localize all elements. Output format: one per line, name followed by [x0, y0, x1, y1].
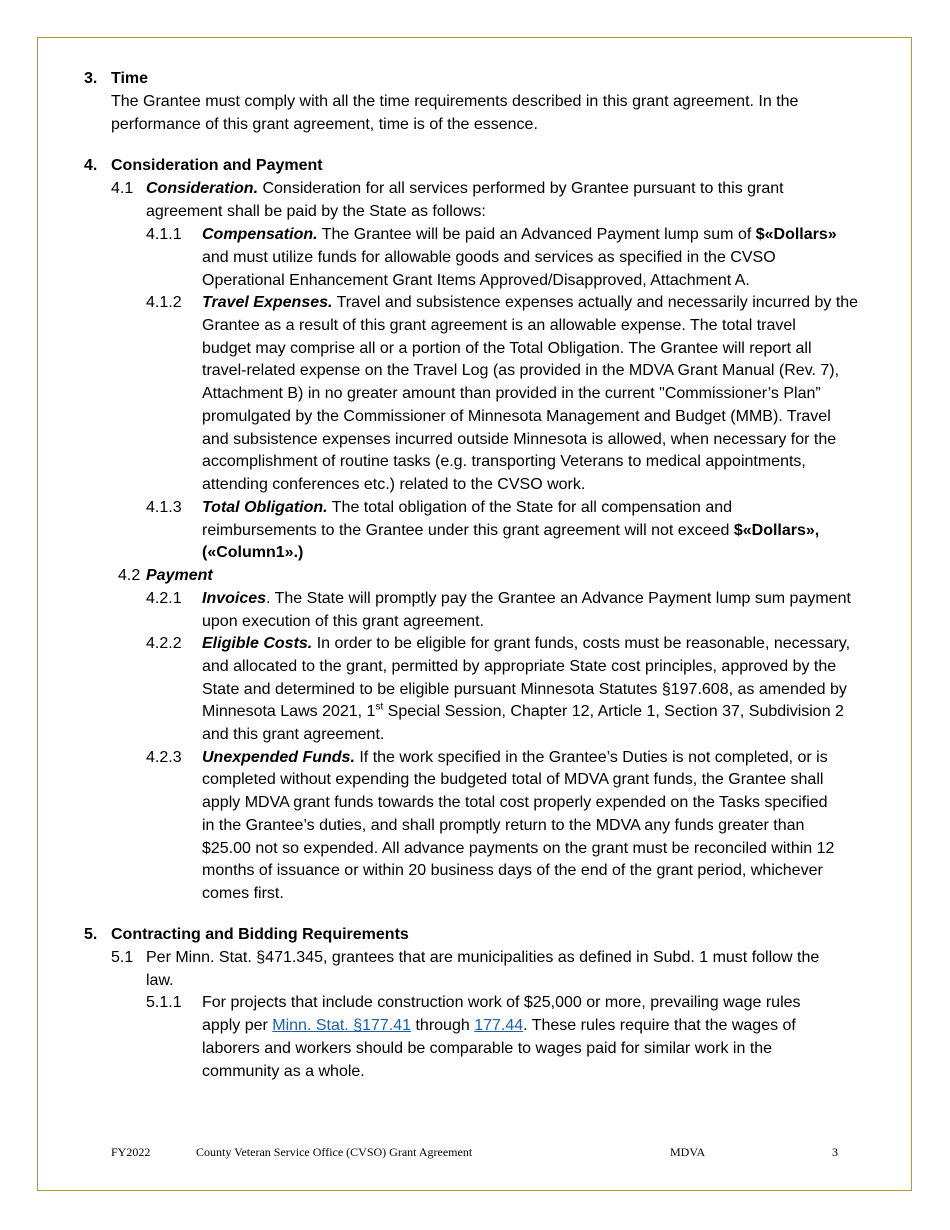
paragraph-text: apply per — [202, 1017, 273, 1034]
section-heading: Consideration and Payment — [111, 157, 323, 174]
paragraph-line: laborers and workers should be comparable to wages paid for similar work in the — [202, 1040, 773, 1057]
section-heading: Contracting and Bidding Requirements — [111, 926, 409, 943]
paragraph-line: Attachment B) in no greater amount than provided in the current "Commissioner’s Plan” — [202, 385, 821, 402]
paragraph-line: and must utilize funds for allowable goods and services as specified in the CVSO — [202, 249, 776, 266]
paragraph-line — [202, 1014, 796, 1037]
paragraph-line: completed without expending the budgeted total of MDVA grant funds, the Grantee shall — [202, 771, 824, 788]
paragraph-line: and allocated to the grant, permitted by appropriate State cost principles, approved by the — [202, 658, 837, 675]
clause-number: 5.1.1 — [146, 994, 182, 1011]
paragraph-text: Minnesota Laws 2021, 1 — [202, 703, 376, 720]
paragraph-line — [202, 746, 828, 769]
clause-heading: Travel Expenses. — [202, 294, 333, 311]
clause-heading: Unexpended Funds. — [202, 749, 355, 766]
paragraph-line: and this grant agreement. — [202, 726, 385, 743]
paragraph-text: . These rules require that the wages of — [523, 1017, 796, 1034]
paragraph-text: Travel and subsistence expenses actually and necessarily incurred by the — [332, 294, 859, 311]
subsection-number: 4.2 — [118, 567, 141, 584]
paragraph-text: through — [411, 1017, 475, 1034]
paragraph-line: months of issuance or within 20 business days of the end of the grant period, whichever — [202, 862, 823, 879]
clause-heading: Invoices — [202, 590, 267, 607]
paragraph-line: State and determined to be eligible pursuant Minnesota Statutes §197.608, as amended by — [202, 681, 847, 698]
footer-page-number: 3 — [832, 1145, 838, 1159]
subsection-heading: Consideration. — [146, 180, 259, 197]
paragraph-line — [202, 223, 837, 246]
paragraph-line: budget may comprise all or a portion of the Total Obligation. The Grantee will report all — [202, 340, 812, 357]
paragraph-text: In order to be eligible for grant funds, costs must be reasonable, necessary, — [312, 635, 851, 652]
dollar-placeholder: $«Dollars», — [733, 522, 820, 539]
paragraph-line: accomplishment of routine tasks (e.g. transporting Veterans to medical appointments, — [202, 453, 806, 470]
dollar-placeholder: $«Dollars» — [755, 226, 837, 243]
paragraph-line: travel-related expense on the Travel Log (as provided in the MDVA Grant Manual (Rev. 7), — [202, 362, 840, 379]
clause-number: 4.2.2 — [146, 635, 182, 652]
paragraph-line: For projects that include construction work of $25,000 or more, prevailing wage rules — [202, 994, 801, 1011]
clause-number: 4.1.1 — [146, 226, 182, 243]
clause-number: 4.1.2 — [146, 294, 182, 311]
paragraph-line: attending conferences etc.) related to the CVSO work. — [202, 476, 586, 493]
paragraph-text: Consideration for all services performed by Grantee pursuant to this grant — [258, 180, 784, 197]
section-heading: Time — [111, 70, 149, 87]
footer-fiscal-year: FY2022 — [111, 1145, 151, 1159]
paragraph-line — [202, 519, 819, 542]
paragraph-text: The Grantee will be paid an Advanced Payment lump sum of — [317, 226, 756, 243]
column-placeholder: («Column1».) — [202, 544, 304, 561]
paragraph-line: The Grantee must comply with all the time requirements described in this grant agreement. In the — [111, 93, 799, 110]
paragraph-line: agreement shall be paid by the State as follows: — [146, 203, 486, 220]
subsection-number: 4.1 — [111, 180, 134, 197]
paragraph-line: upon execution of this grant agreement. — [202, 613, 484, 630]
section-number: 5. — [84, 926, 98, 943]
paragraph-line: comes first. — [202, 885, 284, 902]
paragraph-line: performance of this grant agreement, time is of the essence. — [111, 116, 538, 133]
paragraph-line — [202, 587, 851, 610]
statute-link-177-41[interactable]: Minn. Stat. §177.41 — [272, 1017, 412, 1034]
section-number: 4. — [84, 157, 98, 174]
clause-heading: Compensation. — [202, 226, 318, 243]
section-number: 3. — [84, 70, 98, 87]
paragraph-text: Special Session, Chapter 12, Article 1, Section 37, Subdivision 2 — [383, 703, 844, 720]
footer-document-title: County Veteran Service Office (CVSO) Grant Agreement — [196, 1145, 473, 1159]
paragraph-text: reimbursements to the Grantee under this grant agreement will not exceed — [202, 522, 734, 539]
clause-heading: Eligible Costs. — [202, 635, 313, 652]
paragraph-line: Per Minn. Stat. §471.345, grantees that are municipalities as defined in Subd. 1 must follow the — [146, 949, 820, 966]
paragraph-text: If the work specified in the Grantee’s Duties is not completed, or is — [354, 749, 828, 766]
subsection-number: 5.1 — [111, 949, 134, 966]
paragraph-line — [202, 700, 844, 723]
paragraph-line — [146, 177, 784, 200]
paragraph-line: community as a whole. — [202, 1063, 365, 1080]
paragraph-line: $25.00 not so expended. All advance payments on the grant must be reconciled within 12 — [202, 840, 835, 857]
paragraph-line: promulgated by the Commissioner of Minnesota Management and Budget (MMB). Travel — [202, 408, 831, 425]
statute-link-177-44[interactable]: 177.44 — [474, 1017, 524, 1034]
paragraph-line: apply MDVA grant funds towards the total cost properly expended on the Tasks specified — [202, 794, 828, 811]
paragraph-line: Operational Enhancement Grant Items Approved/Disapproved, Attachment A. — [202, 272, 750, 289]
paragraph-text: The total obligation of the State for all compensation and — [327, 499, 733, 516]
paragraph-line: Grantee as a result of this grant agreement is an allowable expense. The total travel — [202, 317, 796, 334]
footer-organization: MDVA — [670, 1145, 706, 1159]
ordinal-superscript: st — [375, 701, 384, 713]
paragraph-line — [202, 632, 850, 655]
clause-number: 4.2.1 — [146, 590, 182, 607]
paragraph-line — [202, 496, 732, 519]
paragraph-line: and subsistence expenses incurred outside Minnesota is allowed, when necessary for the — [202, 431, 837, 448]
paragraph-text: . The State will promptly pay the Grantee an Advance Payment lump sum payment — [266, 590, 851, 607]
clause-heading: Total Obligation. — [202, 499, 328, 516]
paragraph-line: in the Grantee’s duties, and shall promptly return to the MDVA any funds greater than — [202, 817, 805, 834]
paragraph-line — [202, 291, 858, 314]
paragraph-line: law. — [146, 972, 174, 989]
clause-number: 4.1.3 — [146, 499, 182, 516]
clause-number: 4.2.3 — [146, 749, 182, 766]
subsection-heading: Payment — [146, 567, 213, 584]
